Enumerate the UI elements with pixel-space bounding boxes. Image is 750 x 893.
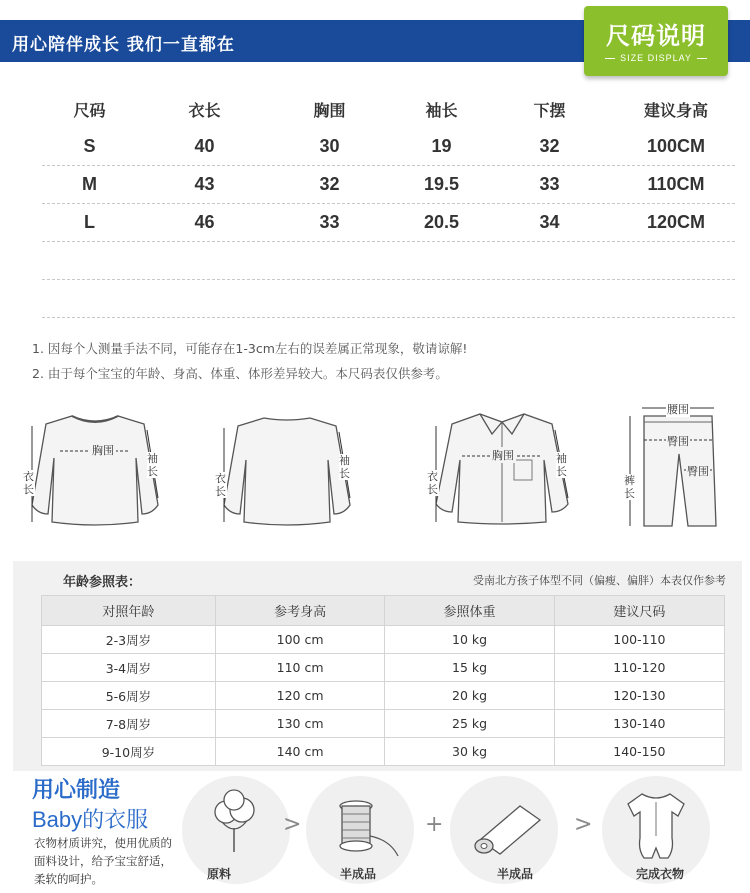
slogan: 用心陪伴成长 我们一直都在 — [12, 35, 235, 55]
pants-length-label: 裤长 — [624, 474, 635, 500]
sweater-front-illustration — [20, 410, 170, 530]
step-label-finished: 完成衣物 — [636, 867, 685, 881]
sleeve-label: 袖长 — [339, 454, 350, 480]
weight-cell: 15 kg — [385, 654, 554, 682]
weight-cell: 30 kg — [385, 738, 554, 766]
size-table-header — [42, 90, 735, 128]
chest-cell: 33 — [319, 212, 340, 232]
weight-cell: 10 kg — [385, 626, 554, 654]
table-row — [42, 626, 725, 654]
length-label: 衣长 — [215, 472, 226, 498]
header-ref-weight: 参照体重 — [385, 596, 554, 626]
weight-cell: 25 kg — [385, 710, 554, 738]
sweater-back-illustration — [212, 410, 362, 530]
size-cell: L — [84, 212, 95, 232]
height-cell: 120CM — [646, 212, 706, 232]
size-cell: 110-120 — [554, 654, 724, 682]
length-label: 衣长 — [427, 470, 438, 496]
size-display-badge — [584, 6, 728, 76]
plus-separator: + — [425, 812, 444, 837]
size-cell: 130-140 — [554, 710, 724, 738]
header-suggested-size: 建议尺码 — [554, 596, 724, 626]
header-sleeve: 袖长 — [425, 100, 458, 120]
header-chest: 胸围 — [313, 100, 346, 120]
blank-row — [42, 280, 735, 318]
size-row — [42, 166, 735, 204]
shirt-illustration — [422, 408, 582, 530]
age-table-heading — [13, 561, 742, 595]
sleeve-label: 袖长 — [147, 452, 158, 478]
size-cell: 120-130 — [554, 682, 724, 710]
age-cell: 7-8周岁 — [42, 710, 216, 738]
age-cell: 3-4周岁 — [42, 654, 216, 682]
size-cell: M — [82, 174, 97, 194]
header-size: 尺码 — [73, 100, 106, 120]
hem-cell: 34 — [539, 212, 560, 232]
cotton-icon — [182, 776, 290, 884]
chest-cell: 32 — [319, 174, 340, 194]
step-label-semi-product-1: 半成品 — [340, 867, 377, 881]
length-cell: 40 — [194, 136, 215, 156]
height-cell: 100CM — [646, 136, 706, 156]
length-cell: 43 — [194, 174, 215, 194]
step-label-raw-material: 原料 — [207, 867, 232, 881]
size-row — [42, 128, 735, 166]
sleeve-cell: 20.5 — [423, 212, 460, 232]
header-length: 衣长 — [188, 100, 221, 120]
table-row — [42, 654, 725, 682]
hem-cell: 32 — [539, 136, 560, 156]
arrow-separator: > — [283, 812, 302, 837]
age-cell: 9-10周岁 — [42, 738, 216, 766]
header-height: 建议身高 — [643, 100, 708, 120]
measurement-illustrations — [0, 396, 750, 536]
step-circle-raw-material — [182, 776, 290, 884]
badge-subtitle: SIZE DISPLAY — [584, 53, 728, 63]
chest-label: 胸围 — [92, 444, 114, 457]
height-cell: 110 cm — [215, 654, 384, 682]
table-row — [42, 710, 725, 738]
chest-cell: 30 — [319, 136, 340, 156]
hem-cell: 33 — [539, 174, 560, 194]
size-row — [42, 204, 735, 242]
age-reference-panel — [13, 561, 742, 771]
weight-cell: 20 kg — [385, 682, 554, 710]
age-table-note: 受南北方孩子体型不同（偏瘦、偏胖）本表仅作参考 — [473, 574, 726, 587]
header-age: 对照年龄 — [42, 596, 216, 626]
age-table-header-row — [42, 596, 725, 626]
table-row — [42, 738, 725, 766]
header-hem: 下摆 — [533, 100, 566, 120]
arrow-separator: > — [574, 812, 593, 837]
age-cell: 2-3周岁 — [42, 626, 216, 654]
size-notes — [32, 336, 467, 386]
age-cell: 5-6周岁 — [42, 682, 216, 710]
height-cell: 130 cm — [215, 710, 384, 738]
waist-label: 腰围 — [667, 403, 689, 416]
age-table-title: 年龄参照表： — [63, 575, 142, 590]
chest-label: 胸围 — [492, 449, 514, 462]
height-cell: 110CM — [647, 174, 705, 194]
process-title-line1: 用心制造 — [32, 778, 121, 803]
badge-title: 尺码说明 — [606, 22, 706, 50]
sleeve-cell: 19.5 — [423, 174, 460, 194]
process-description: 衣物材质讲究，使用优质的面料设计，给予宝宝舒适，柔软的呵护。 — [34, 836, 172, 886]
size-cell: S — [83, 136, 96, 156]
note-2: 2. 由于每个宝宝的年龄、身高、体重、体形差异较大。本尺码表仅供参考。 — [32, 366, 448, 381]
note-1: 1. 因每个人测量手法不同，可能存在1-3cm左右的误差属正常现象，敬请谅解! — [32, 341, 468, 356]
age-reference-table — [41, 595, 725, 766]
header-ref-height: 参考身高 — [215, 596, 384, 626]
size-cell: 100-110 — [554, 626, 724, 654]
thigh-label: 臀围 — [687, 465, 709, 478]
sleeve-label: 袖长 — [556, 452, 567, 478]
size-table — [42, 90, 735, 318]
blank-row — [42, 242, 735, 280]
table-row — [42, 682, 725, 710]
height-cell: 100 cm — [215, 626, 384, 654]
length-label: 衣长 — [23, 470, 34, 496]
height-cell: 140 cm — [215, 738, 384, 766]
sleeve-cell: 19 — [431, 136, 452, 156]
pants-illustration — [622, 402, 722, 532]
length-cell: 46 — [194, 212, 215, 232]
size-cell: 140-150 — [554, 738, 724, 766]
hip-label: 臀围 — [667, 435, 689, 448]
process-title-line2: Baby的衣服 — [32, 807, 149, 832]
process-section — [0, 770, 750, 893]
step-label-semi-product-2: 半成品 — [497, 867, 534, 881]
height-cell: 120 cm — [215, 682, 384, 710]
